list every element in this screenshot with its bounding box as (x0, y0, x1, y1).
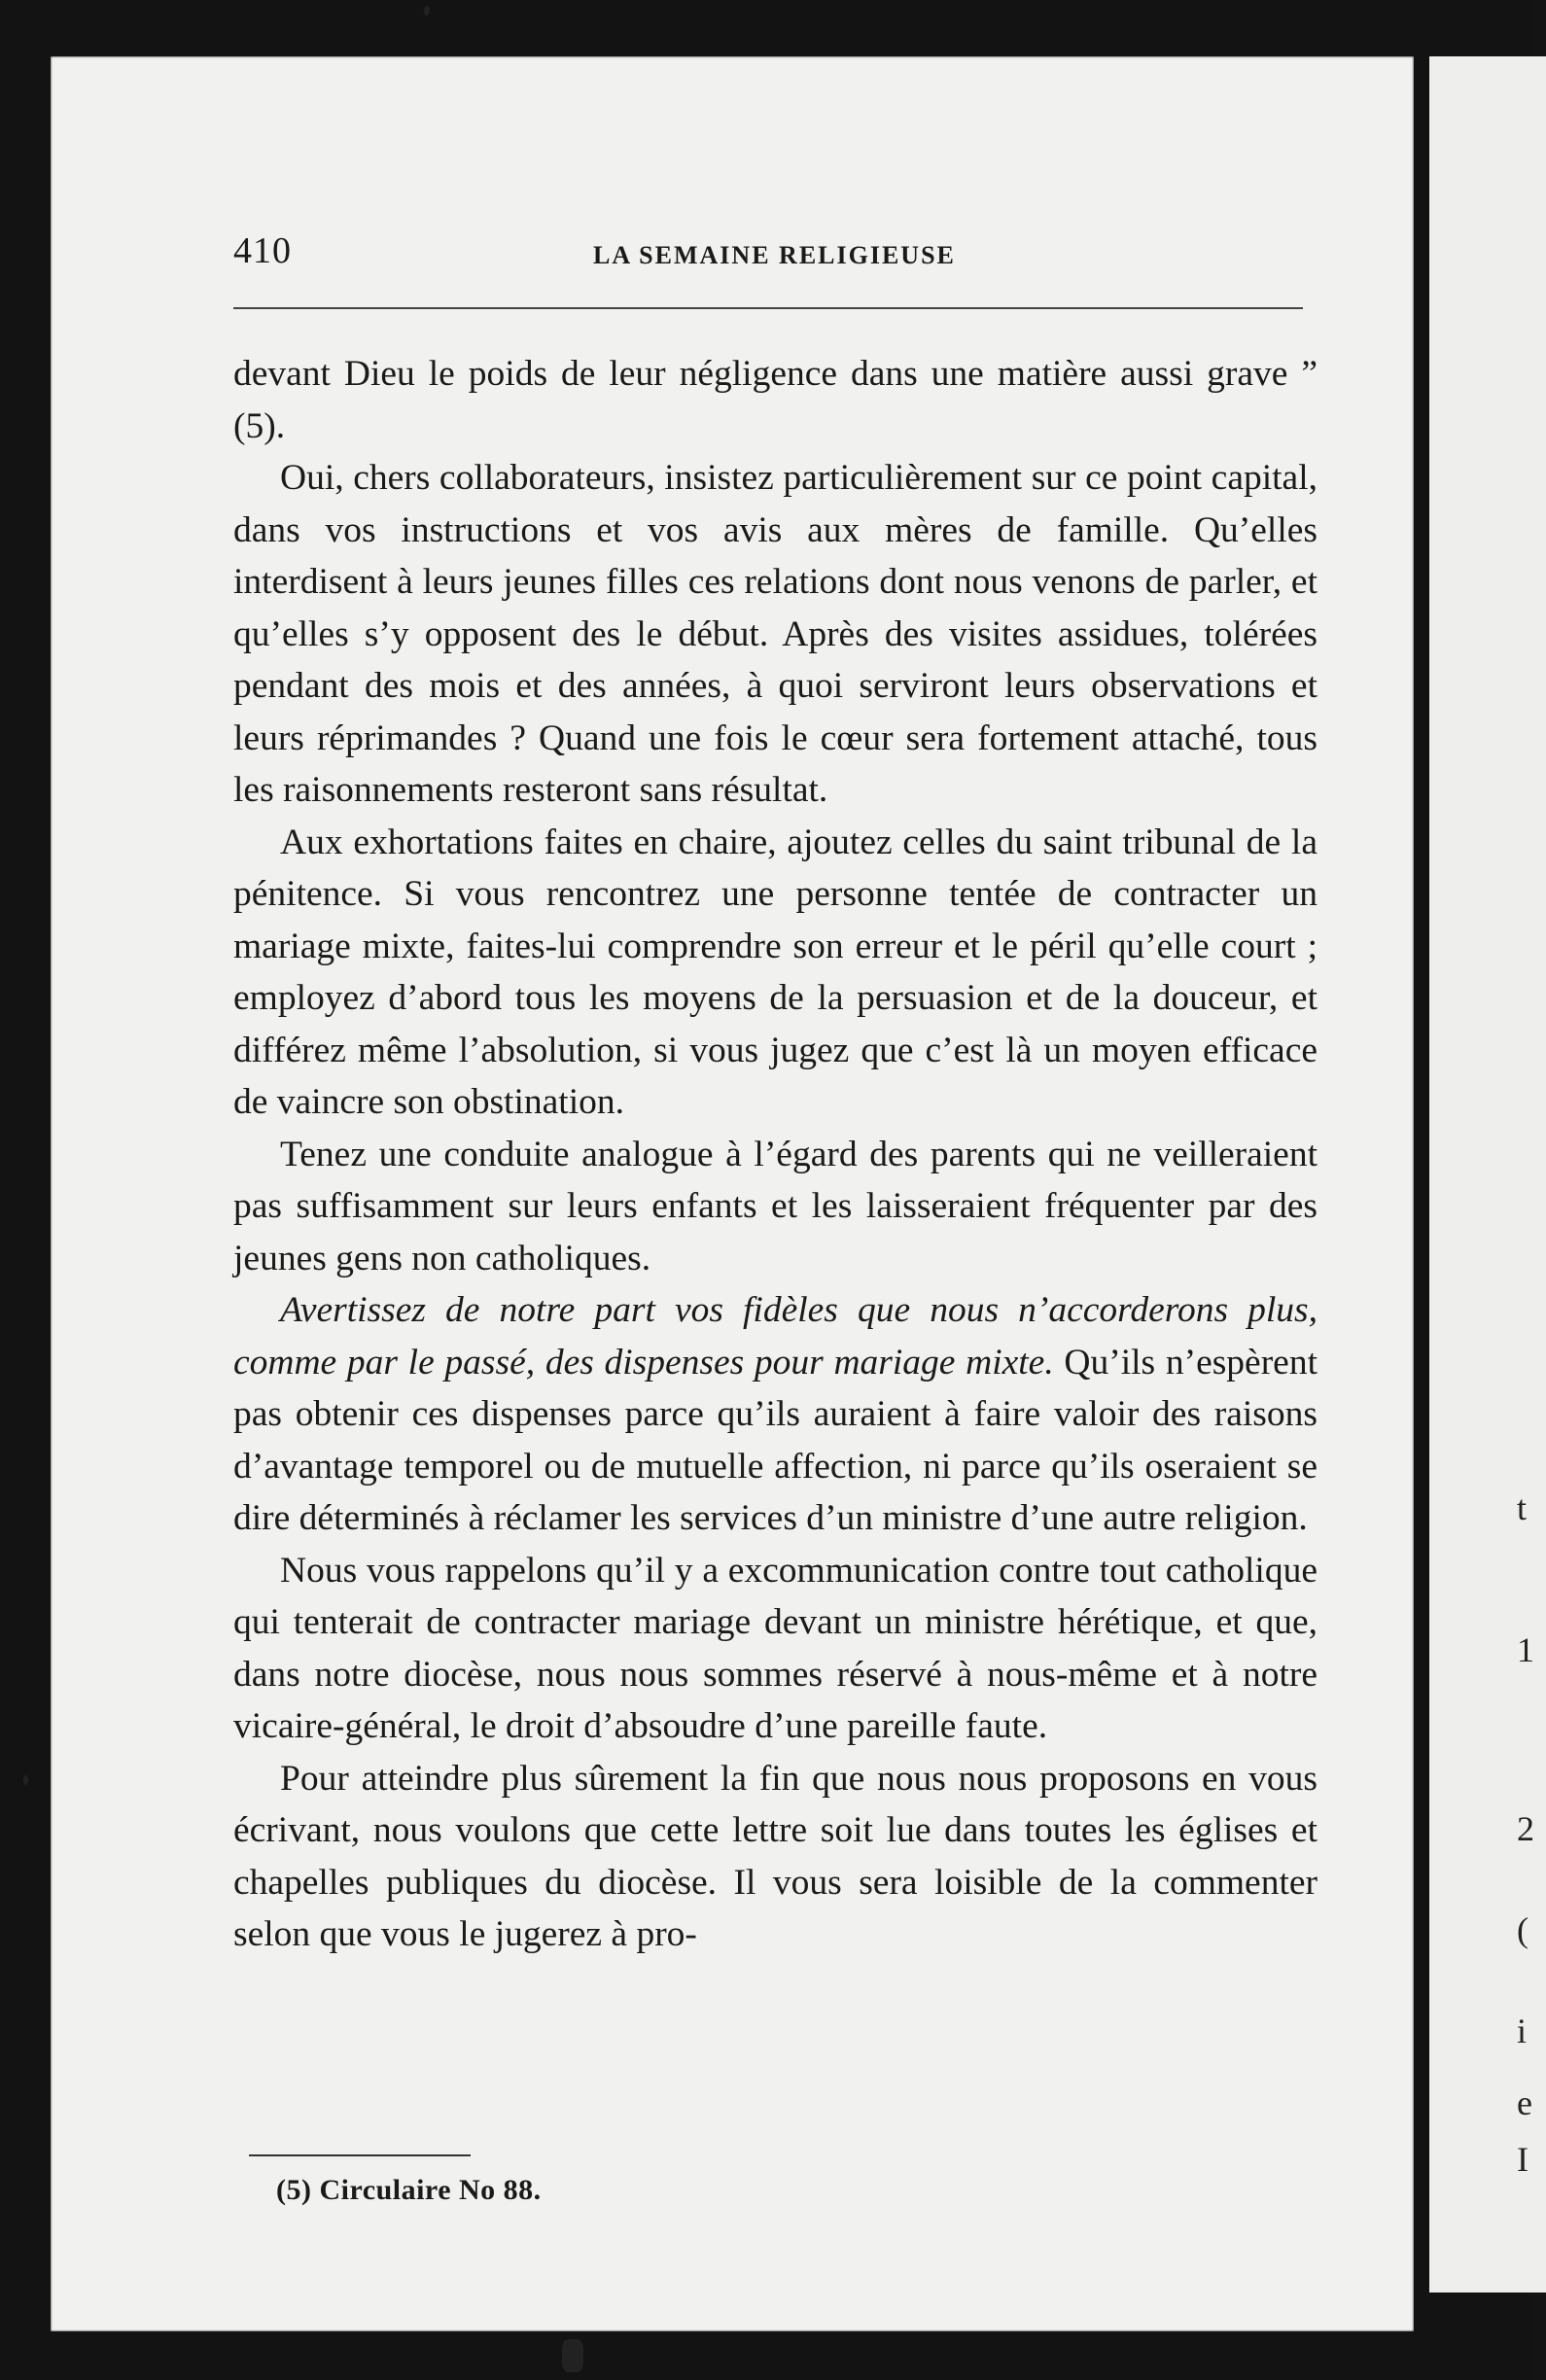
running-title: LA SEMAINE RELIGIEUSE (593, 241, 956, 269)
footnote: (5) Circulaire No 88. (276, 2174, 542, 2206)
facing-page-edge (1429, 56, 1546, 2292)
paragraph-5-roman: Qu’ils n’espèrent pas obtenir ces dispenses parce qu’ils auraient à faire valoir des raisons d’avantage temporel ou de mutuelle affection, ni parce qu’ils oseraient se dire déterminés à réclamer les services d’un ministre d’une autre religion. (233, 1342, 1318, 1538)
fragment-7: I (1517, 2140, 1528, 2179)
paragraph-4: Tenez une conduite analogue à l’égard des parents qui ne veilleraient pas suffisamment sur leurs enfants et les laisseraient fréquenter par des jeunes gens non catholiques. (233, 1134, 1318, 1278)
paragraph-6: Nous vous rappelons qu’il y a excommunication contre tout catholique qui tenterait de contracter mariage devant un ministre hérétique, et que, dans notre diocèse, nous nous sommes réservé à nous-même et à notre vicaire-général, le droit d’absoudre d’une pareille faute. (233, 1550, 1318, 1746)
paragraph-5 (233, 1284, 1318, 1545)
paragraph-3: Aux exhortations faites en chaire, ajoutez celles du saint tribunal de la pénitence. Si vous rencontrez une personne tentée de contracter un mariage mixte, faites-lui comprendre son erreur et le péril qu’elle court ; employez d’abord tous les moyens de la persuasion et de la douceur, et différez même l’absolution, si vous jugez que c’est là un moyen efficace de vaincre son obstination. (233, 822, 1318, 1122)
fragment-5: i (1517, 2012, 1528, 2050)
fragment-4: ( (1517, 1910, 1528, 1949)
fragment-3: 2 (1517, 1809, 1534, 1848)
page-number: 410 (233, 230, 292, 271)
paragraph-5-italic: Avertissez de notre part vos fidèles que nous n’accorderons plus, comme par le passé, des dispenses pour mariage mixte. (233, 1290, 1318, 1382)
body-text (233, 348, 1318, 1961)
ink-speck-top (424, 6, 430, 16)
header-rule (233, 307, 1303, 309)
ink-speck-left (23, 1775, 28, 1785)
fragment-2: 1 (1517, 1630, 1534, 1669)
fragment-1: t (1517, 1488, 1528, 1527)
ink-blot-bottom (562, 2339, 583, 2372)
footnote-rule (249, 2154, 471, 2156)
page-header (233, 229, 1303, 288)
fragment-6: e (1517, 2083, 1532, 2122)
paragraph-7: Pour atteindre plus sûrement la fin que nous nous proposons en vous écrivant, nous voulons que cette lettre soit lue dans toutes les églises et chapelles publiques du diocèse. Il vous sera loisible de la commenter selon que vous le jugerez à pro- (233, 1758, 1318, 1954)
paragraph-2: Oui, chers collaborateurs, insistez particulièrement sur ce point capital, dans vos instructions et vos avis aux mères de famille. Qu’elles interdisent à leurs jeunes filles ces relations dont nous venons de parler, et qu’elles s’y opposent des le début. Après des visites assidues, tolérées pendant des mois et des années, à quoi serviront leurs observations et leurs réprimandes ? Quand une fois le cœur sera fortement attaché, tous les raisonnements resteront sans résultat. (233, 458, 1318, 810)
paragraph-1: devant Dieu le poids de leur négligence dans une matière aussi grave ” (5). (233, 354, 1318, 446)
